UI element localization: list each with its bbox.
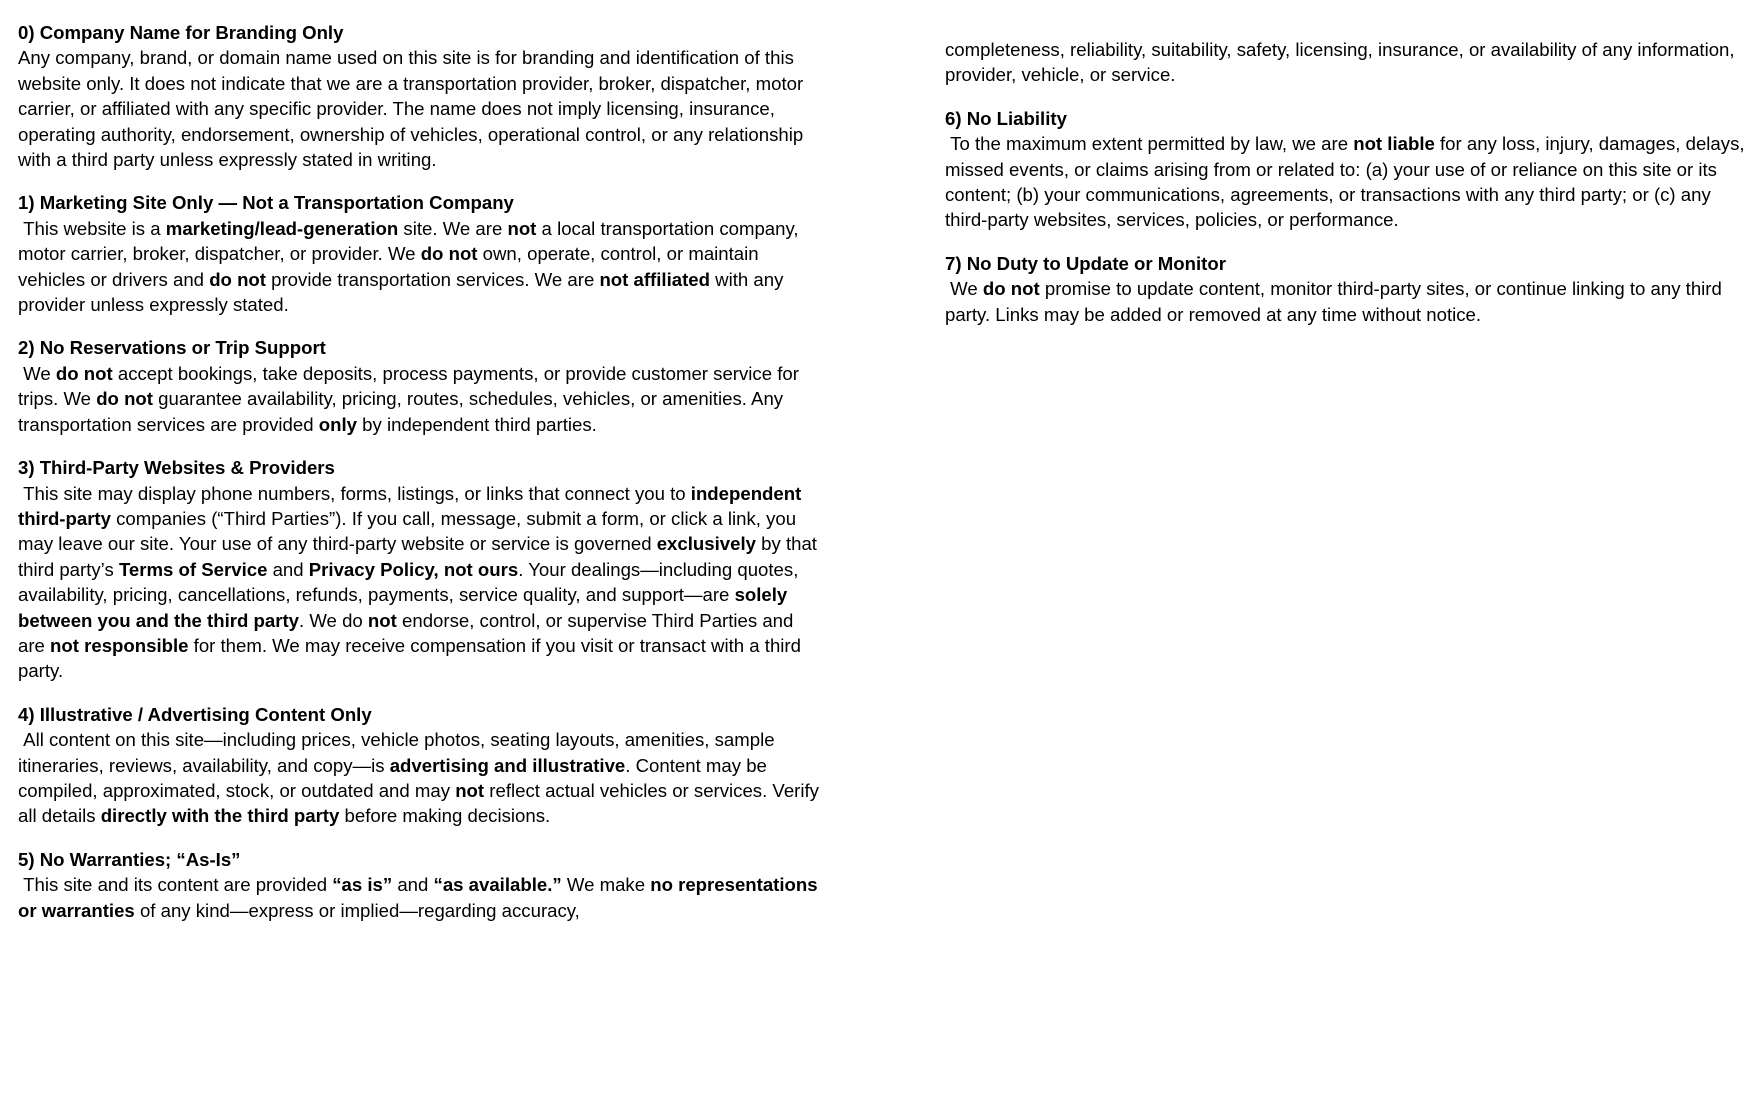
- bold-text-run: exclusively: [656, 533, 756, 555]
- text-run: Any company, brand, or domain name used on this site is for branding and identification of this website only. It does not indicate that we are a transportation provider, broker, dispatcher, motor carrier, or affiliated with any specific provider. The name does not imply licensing, insurance, operating authority, endorsement, ownership of vehicles, operational control, or any relationship with a third party unless expressly stated in writing.: [18, 47, 809, 171]
- bold-text-run: independent third-party: [18, 482, 807, 529]
- section-paragraph: [18, 45, 824, 172]
- text-run: by that third party’s: [18, 533, 823, 580]
- bold-text-run: “as is”: [332, 874, 393, 896]
- text-run: This website is a: [18, 217, 166, 239]
- text-run: and: [267, 558, 309, 580]
- text-run: companies (“Third Parties”). If you call, message, submit a form, or click a link, you may leave our site. Your use of any third-party website or service is governed: [18, 507, 802, 555]
- text-run: . We do: [299, 609, 368, 631]
- bold-text-run: advertising and illustrative: [389, 754, 626, 776]
- bold-text-run: only: [318, 413, 357, 435]
- text-run: To the maximum extent permitted by law, we are: [945, 133, 1354, 155]
- bold-text-run: do not: [420, 243, 478, 265]
- section-paragraph: [18, 481, 824, 684]
- section-paragraph: [18, 872, 824, 923]
- text-run: We: [18, 362, 56, 384]
- section-heading: 4) Illustrative / Advertising Content Only: [18, 703, 372, 725]
- text-run: . Content may be compiled, approximated, stock, or outdated and may: [18, 754, 773, 801]
- text-run: This site and its content are provided: [18, 874, 333, 896]
- column-left: [18, 20, 824, 923]
- section-heading: 3) Third-Party Websites & Providers: [18, 457, 335, 479]
- bold-text-run: not responsible: [50, 634, 189, 656]
- text-run: a local transportation company, motor carrier, broker, dispatcher, or provider. We: [18, 217, 804, 265]
- text-run: guarantee availability, pricing, routes, schedules, vehicles, or amenities. Any transportation services are provided: [18, 388, 789, 435]
- section-heading: 1) Marketing Site Only — Not a Transportation Company: [18, 192, 514, 214]
- bold-text-run: directly with the third party: [100, 805, 340, 827]
- bold-text-run: not: [455, 779, 485, 801]
- text-run: All content on this site—including prices, vehicle photos, seating layouts, amenities, sample itineraries, reviews, availability, and copy—is: [18, 729, 780, 776]
- bold-text-run: do not: [55, 362, 113, 384]
- text-run: by independent third parties.: [357, 413, 597, 435]
- bold-text-run: do not: [96, 388, 153, 410]
- text-run: for them. We may receive compensation if you visit or transact with a third party.: [18, 634, 807, 682]
- section-paragraph: [945, 276, 1751, 327]
- text-run: with any provider unless expressly stated.: [18, 268, 789, 316]
- bold-text-run: no representations or warranties: [18, 874, 823, 921]
- section-paragraph: [18, 727, 824, 829]
- section-heading: 7) No Duty to Update or Monitor: [945, 252, 1226, 274]
- bold-text-run: Terms of Service: [118, 558, 268, 580]
- bold-text-run: not: [507, 217, 537, 239]
- bold-text-run: do not: [982, 278, 1040, 300]
- text-run: We make: [561, 874, 651, 896]
- text-run: before making decisions.: [339, 805, 551, 827]
- text-run: accept bookings, take deposits, process payments, or provide customer service for trips. We: [18, 362, 805, 410]
- section-paragraph: [18, 216, 824, 318]
- section-heading: 6) No Liability: [945, 107, 1067, 129]
- text-run: completeness, reliability, suitability, safety, licensing, insurance, or availability of any information, provider, vehicle, or service.: [945, 39, 1740, 86]
- section-heading: 5) No Warranties; “As-Is”: [18, 848, 241, 870]
- text-run: . Your dealings—including quotes, availability, pricing, cancellations, refunds, payments, service quality, and support—are: [18, 558, 804, 606]
- bold-text-run: Privacy Policy, not ours: [308, 558, 519, 580]
- text-run: own, operate, control, or maintain vehicles or drivers and: [18, 243, 764, 290]
- text-run: for any loss, injury, damages, delays, missed events, or claims arising from or related to: (a) your use of or reliance on this site or its content; (b) your communications, agreements, or transactions with any third party; or (c) any third-party websites, services, policies, or performance.: [945, 133, 1750, 231]
- column-right: [945, 20, 1751, 923]
- section-heading: 2) No Reservations or Trip Support: [18, 337, 326, 359]
- text-run: promise to update content, monitor third-party sites, or continue linking to any third party. Links may be added or removed at any time without notice.: [945, 278, 1727, 325]
- bold-text-run: not liable: [1353, 133, 1435, 155]
- bold-text-run: “as available.”: [433, 874, 562, 896]
- section-heading: 0) Company Name for Branding Only: [18, 22, 344, 43]
- text-run: endorse, control, or supervise Third Parties and are: [18, 609, 799, 656]
- bold-text-run: marketing/lead-generation: [165, 217, 399, 239]
- bold-text-run: not: [367, 609, 397, 631]
- text-run: provide transportation services. We are: [265, 268, 600, 290]
- text-run: We: [945, 278, 983, 300]
- text-run: of any kind—express or implied—regarding accuracy,: [134, 899, 580, 921]
- bold-text-run: solely between you and the third party: [18, 584, 793, 631]
- text-run: and: [392, 874, 434, 896]
- text-run: reflect actual vehicles or services. Verify all details: [18, 779, 825, 827]
- section-paragraph: [945, 131, 1751, 233]
- section-paragraph: [18, 361, 824, 437]
- continued-paragraph: [945, 37, 1751, 88]
- text-run: site. We are: [398, 217, 508, 239]
- text-run: This site may display phone numbers, forms, listings, or links that connect you to: [18, 482, 691, 504]
- bold-text-run: not affiliated: [599, 268, 710, 290]
- bold-text-run: do not: [209, 268, 266, 290]
